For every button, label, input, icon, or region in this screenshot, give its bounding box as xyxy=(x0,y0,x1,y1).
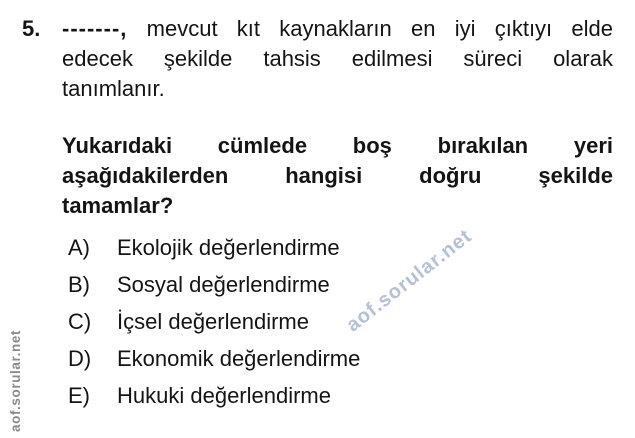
option-c[interactable] xyxy=(68,307,613,337)
option-e-letter: E) xyxy=(68,383,90,408)
watermark-vertical: aof.sorular.net xyxy=(8,329,23,432)
option-e[interactable] xyxy=(68,381,613,411)
option-b[interactable] xyxy=(68,270,613,300)
option-d-letter: D) xyxy=(68,346,92,371)
prompt-line-1: Yukarıdaki cümlede boş bırakılan yeri xyxy=(62,133,613,158)
option-a-letter: A) xyxy=(68,235,90,260)
question-body xyxy=(62,14,613,418)
stem-line-3: tanımlanır. xyxy=(62,76,165,101)
option-a-text: Ekolojik değerlendirme xyxy=(117,235,340,260)
prompt-line-3: tamamlar? xyxy=(62,193,174,218)
prompt-line-2: aşağıdakilerden hangisi doğru şekilde xyxy=(62,163,613,188)
watermark-diagonal: aof.sorular.net xyxy=(342,225,477,337)
blank-dashes: -------, xyxy=(62,16,128,41)
options-list xyxy=(68,233,613,411)
stem-line-2: edecek şekilde tahsis edilmesi süreci olarak xyxy=(62,46,613,71)
question-number: 5. xyxy=(22,16,41,41)
question-row xyxy=(22,14,613,418)
option-b-letter: B) xyxy=(68,272,90,297)
option-c-letter: C) xyxy=(68,309,92,334)
option-d-text: Ekonomik değerlendirme xyxy=(117,346,361,371)
option-b-text: Sosyal değerlendirme xyxy=(117,272,330,297)
option-d[interactable] xyxy=(68,344,613,374)
option-a[interactable] xyxy=(68,233,613,263)
stem-line-1 xyxy=(62,14,613,44)
question-stem xyxy=(62,14,613,104)
stem-line-1-text: mevcut kıt kaynakların en iyi çıktıyı elde xyxy=(146,16,613,41)
question-prompt xyxy=(62,131,613,221)
option-e-text: Hukuki değerlendirme xyxy=(117,383,331,408)
question-block xyxy=(22,14,613,418)
option-c-text: İçsel değerlendirme xyxy=(117,309,309,334)
